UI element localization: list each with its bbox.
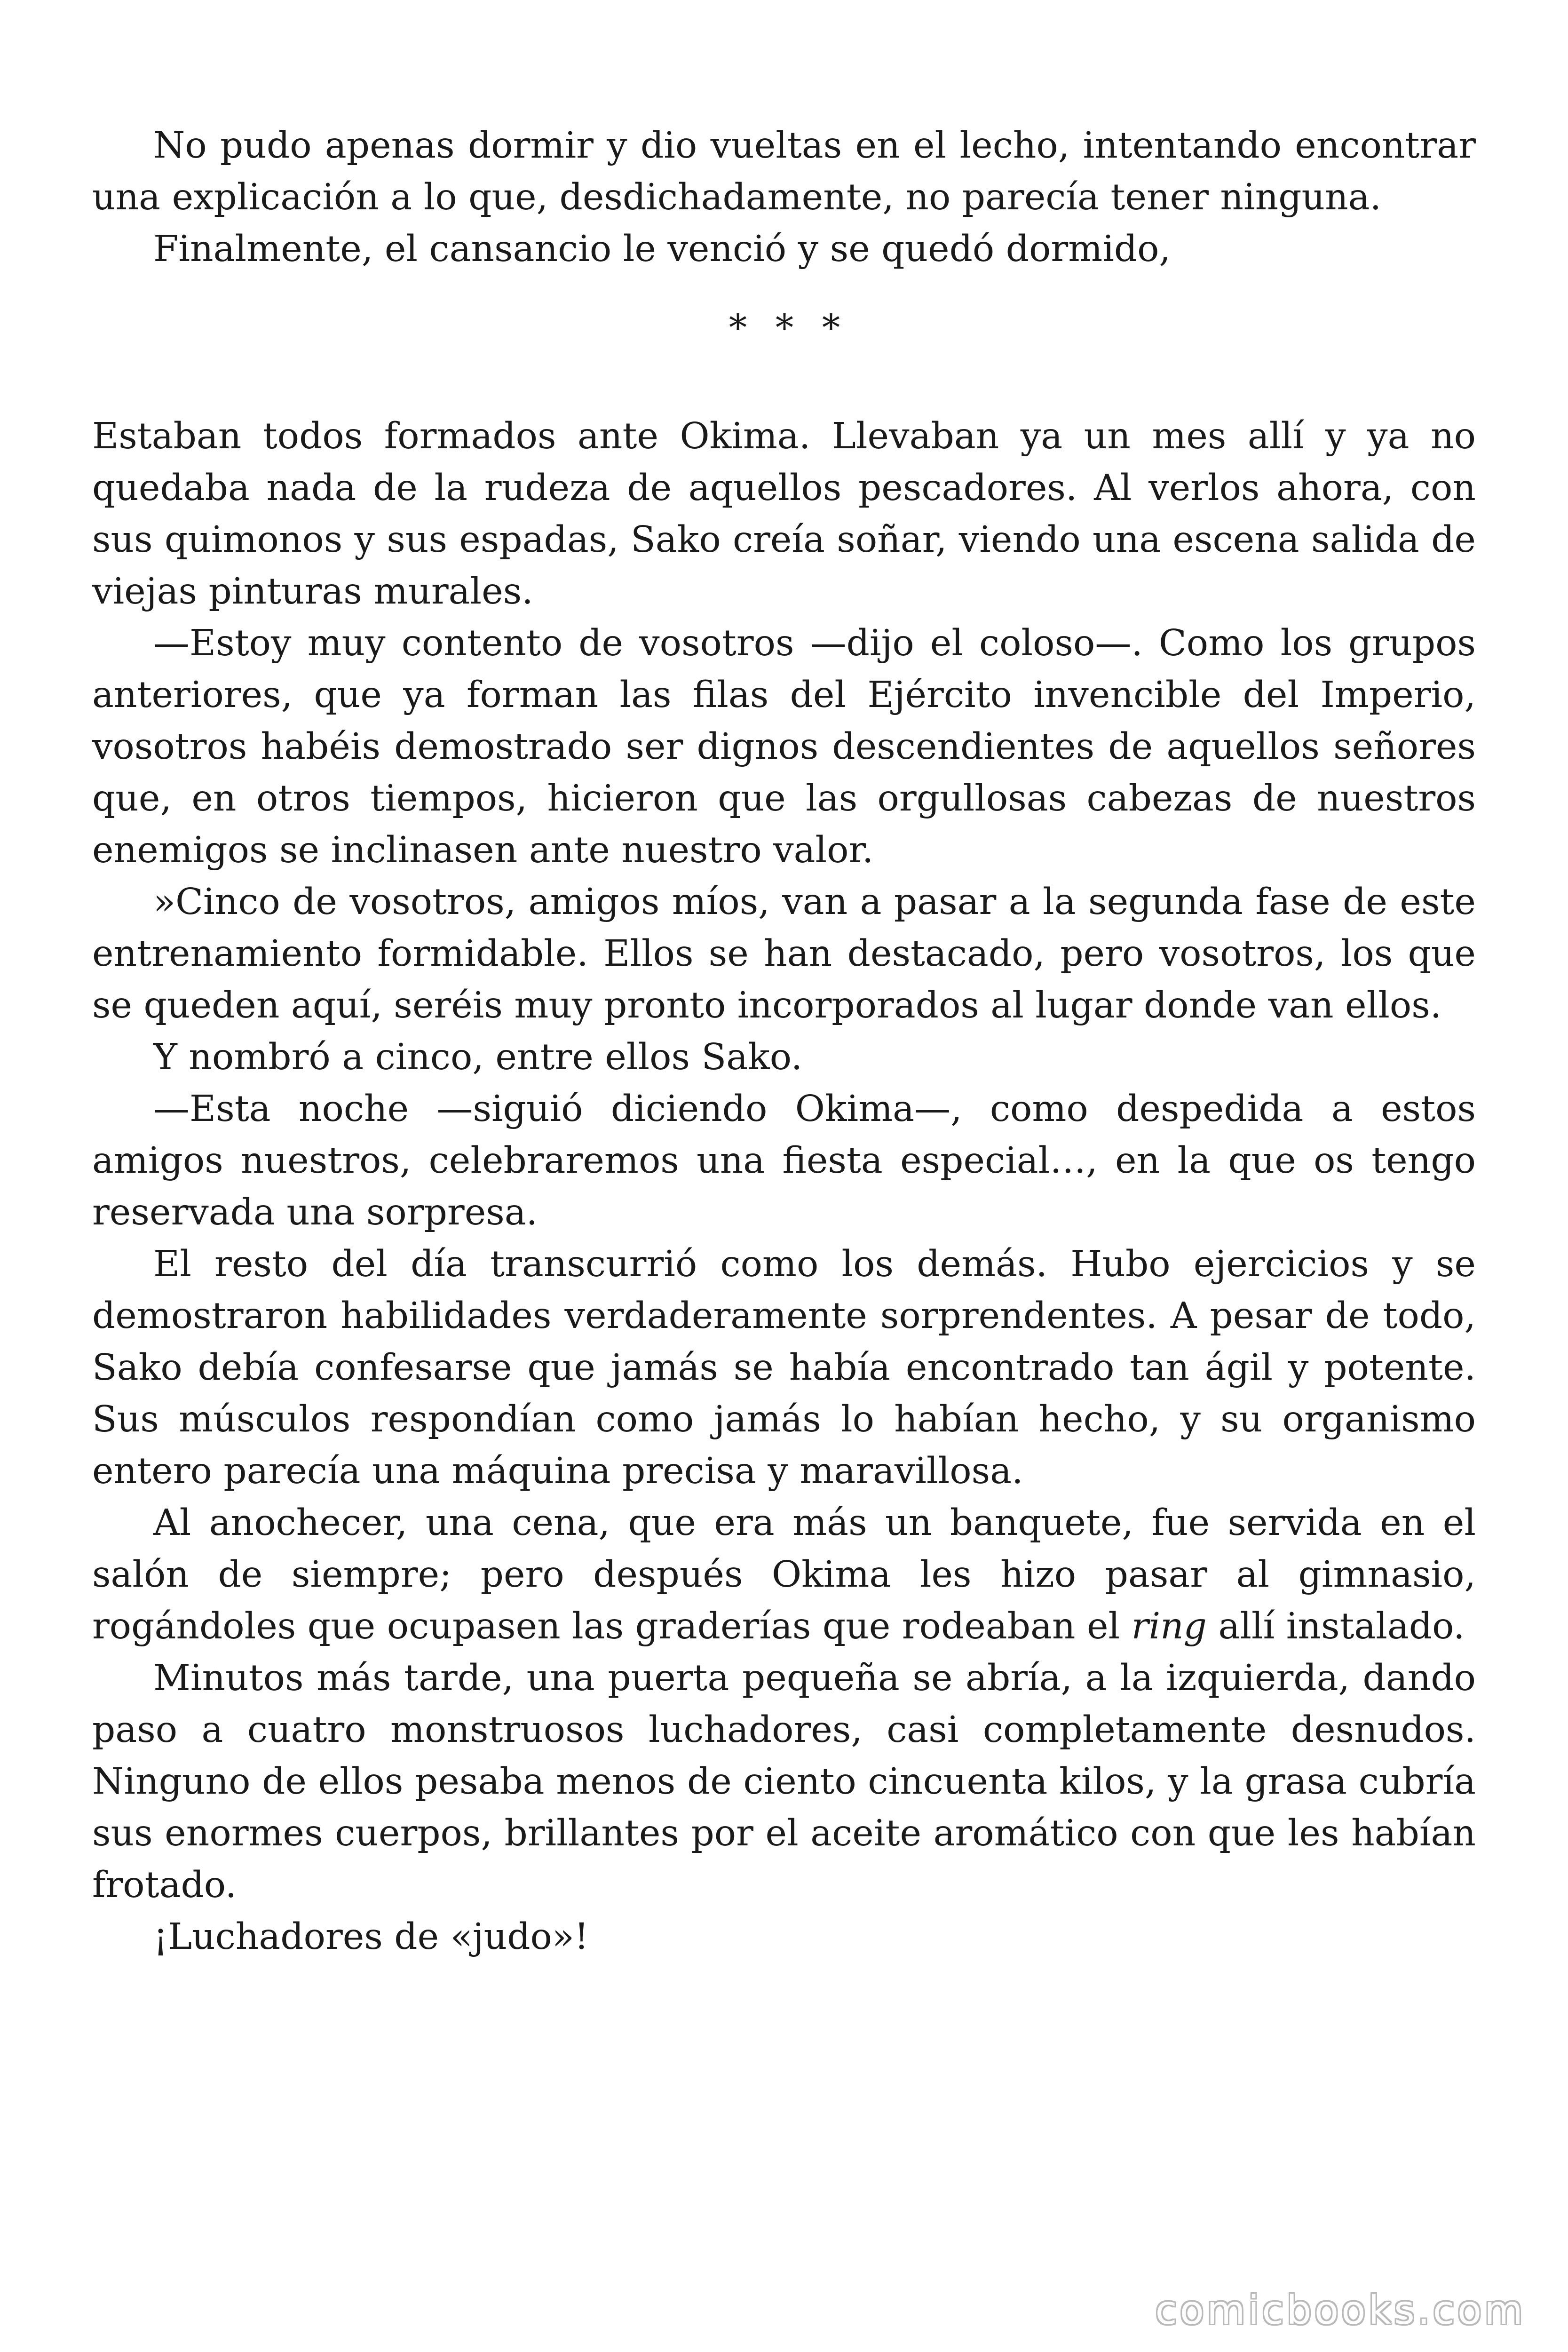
paragraph-ring [92, 1497, 1476, 1653]
book-page [92, 120, 1476, 1963]
paragraph: —Esta noche —siguió diciendo Okima—, como despedida a estos amigos nuestros, celebraremos una fiesta especial…, en la que os tengo reservada una sorpresa. [92, 1088, 1476, 1233]
spacer [92, 354, 1476, 411]
watermark: comicbooks.com [1155, 2287, 1526, 2333]
paragraph: —Estoy muy contento de vosotros —dijo el coloso—. Como los grupos anteriores, que ya forman las filas del Ejército invencible del Imperio, vosotros habéis demostrado ser dignos descendientes de aquellos señores que, en otros tiempos, hicieron que las orgullosas cabezas de nuestros enemigos se inclinasen ante nuestro valor. [92, 622, 1476, 871]
spacer [92, 275, 1476, 302]
paragraph-text: allí instalado. [1206, 1605, 1465, 1647]
paragraph: Estaban todos formados ante Okima. Llevaban ya un mes allí y ya no quedaba nada de la rudeza de aquellos pescadores. Al verlos ahora, con sus quimonos y sus espadas, Sako creía soñar, viendo una escena salida de viejas pinturas murales. [92, 415, 1476, 612]
paragraph: Minutos más tarde, una puerta pequeña se abría, a la izquierda, dando paso a cuatro monstruosos luchadores, casi completamente desnudos. Ninguno de ellos pesaba menos de ciento cincuenta kilos, y la grasa cubría sus enormes cuerpos, brillantes por el aceite aromático con que les habían frotado. [92, 1657, 1476, 1906]
paragraph: No pudo apenas dormir y dio vueltas en el lecho, intentando encontrar una explicación a lo que, desdichadamente, no parecía tener ninguna. [92, 125, 1476, 218]
paragraph: »Cinco de vosotros, amigos míos, van a pasar a la segunda fase de este entrenamiento formidable. Ellos se han destacado, pero vosotros, los que se queden aquí, seréis muy pronto incorporados al lugar donde van ellos. [92, 881, 1476, 1026]
paragraph: El resto del día transcurrió como los demás. Hubo ejercicios y se demostraron habilidades verdaderamente sorprendentes. A pesar de todo, Sako debía confesarse que jamás se había encontrado tan ágil y potente. Sus músculos respondían como jamás lo habían hecho, y su organismo entero parecía una máquina precisa y maravillosa. [92, 1243, 1476, 1492]
paragraph-text: Al anochecer, una cena, que era más un banquete, fue servida en el salón de siempre; pero después Okima les hizo pasar al gimnasio, rogándoles que ocupasen las graderías que rodeaban el [92, 1502, 1476, 1647]
italic-word: ring [1131, 1605, 1207, 1647]
paragraph: ¡Luchadores de «judo»! [153, 1916, 589, 1958]
paragraph: Y nombró a cinco, entre ellos Sako. [153, 1036, 803, 1078]
scene-separator: * * * [729, 307, 849, 349]
paragraph: Finalmente, el cansancio le venció y se quedó dormido, [153, 228, 1171, 270]
